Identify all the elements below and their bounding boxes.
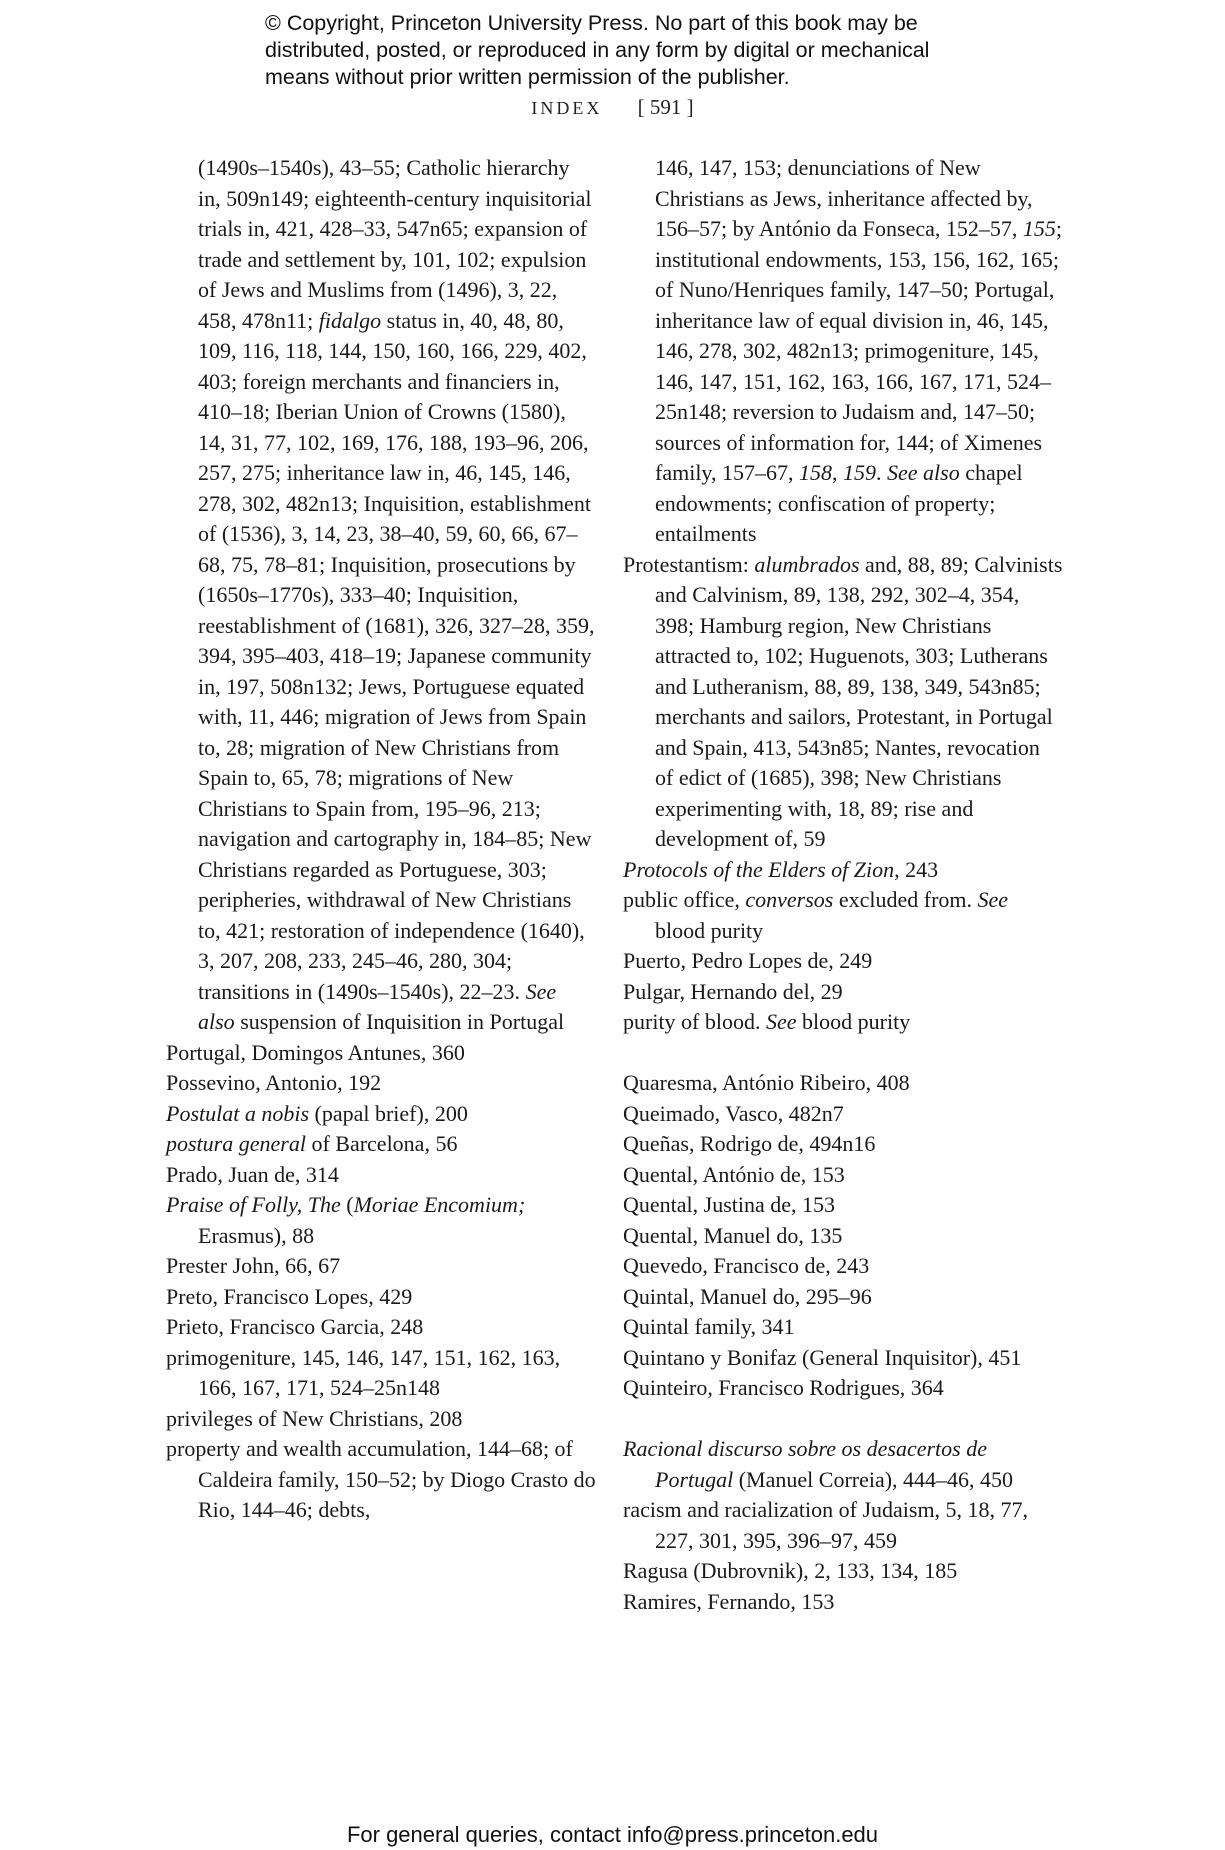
index-entry: Prester John, 66, 67 (166, 1253, 341, 1278)
index-entry: Queimado, Vasco, 482n7 (623, 1100, 844, 1126)
section-title: INDEX (531, 98, 603, 118)
index-entry: Praise of Folly, The (Moriae Encomium; Erasmus), 88 (166, 1192, 526, 1248)
index-entry: property and wealth accumulation, 144–68; of Caldeira family, 150–52; by Diogo Crasto do Rio, 144–46; debts, (166, 1436, 596, 1522)
index-entry: purity of blood. See blood purity (623, 1009, 911, 1034)
index-entry: Quental, Justina de, 153 (623, 1192, 836, 1217)
index-entry: Quaresma, António Ribeiro, 408 (623, 1070, 910, 1095)
index-entry: Quevedo, Francisco de, 243 (623, 1253, 870, 1278)
index-entry: Quintal family, 341 (623, 1314, 795, 1339)
section-gap (623, 1404, 1063, 1435)
index-entry: Racional discurso sobre os desacertos de Portugal (Manuel Correia), 444–46, 450 (623, 1436, 1014, 1492)
index-entry: Prieto, Francisco Garcia, 248 (166, 1314, 424, 1339)
running-head (0, 95, 1225, 120)
index-entry: Puerto, Pedro Lopes de, 249 (623, 948, 873, 973)
index-entry: Possevino, Antonio, 192 (166, 1070, 382, 1095)
index-entry: Preto, Francisco Lopes, 429 (166, 1283, 413, 1309)
index-entry: Protestantism: alumbrados and, 88, 89; Calvinists and Calvinism, 89, 138, 292, 302–4, 354, 398; Hamburg region, New Christians attracted to, 102; Huguenots, 303; Lutherans and Lutheranism, 88, 89, 138, 349, 543n85; merchants and sailors, Protestant, in Portugal and Spain, 413, 543n85; Nantes, revocation of edict of (1685), 398; New Christians experimenting with, 18, 89; rise and development of, 59 (623, 551, 1063, 851)
index-entry: Ramires, Fernando, 153 (623, 1588, 835, 1614)
index-entry: Quintal, Manuel do, 295–96 (623, 1283, 872, 1309)
index-entry: Prado, Juan de, 314 (166, 1161, 339, 1187)
index-entry: privileges of New Christians, 208 (166, 1405, 463, 1431)
section-gap (623, 1038, 1063, 1069)
index-entry: Queñas, Rodrigo de, 494n16 (623, 1131, 876, 1156)
index-entry: Quintano y Bonifaz (General Inquisitor), 451 (623, 1344, 1022, 1370)
index-entry: Ragusa (Dubrovnik), 2, 133, 134, 185 (623, 1558, 958, 1583)
copyright-line: means without prior written permission of the publisher. (265, 65, 790, 89)
copyright-line: distributed, posted, or reproduced in any form by digital or mechanical (265, 38, 930, 62)
index-entry: postura general of Barcelona, 56 (166, 1131, 458, 1156)
index-entry-continuation: 146, 147, 153; denunciations of New Christians as Jews, inheritance affected by, 156–57; by António da Fonseca, 152–57, 155; institutional endowments, 153, 156, 162, 165; of Nuno/Henriques family, 147–50; Portugal, inheritance law of equal division in, 46, 145, 146, 278, 302, 482n13; primogeniture, 145, 146, 147, 151, 162, 163, 166, 167, 171, 524–25n148; reversion to Judaism and, 147–50; sources of information for, 144; of Ximenes family, 157–67, 158, 159. See also chapel endowments; confiscation of property; entailments (655, 155, 1062, 546)
index-entry: racism and racialization of Judaism, 5, 18, 77, 227, 301, 395, 396–97, 459 (623, 1497, 1029, 1553)
index-entry: primogeniture, 145, 146, 147, 151, 162, 163, 166, 167, 171, 524–25n148 (166, 1344, 561, 1400)
index-entry: Portugal, Domingos Antunes, 360 (166, 1039, 465, 1065)
index-column-left (166, 153, 596, 1526)
index-entry: Postulat a nobis (papal brief), 200 (166, 1100, 468, 1126)
index-entry: public office, conversos excluded from. See blood purity (623, 887, 1009, 943)
index-entry-continuation: (1490s–1540s), 43–55; Catholic hierarchy in, 509n149; eighteenth-century inquisitorial trials in, 421, 428–33, 547n65; expansion of trade and settlement by, 101, 102; expulsion of Jews and Muslims from (1496), 3, 22, 458, 478n11; fidalgo status in, 40, 48, 80, 109, 116, 118, 144, 150, 160, 166, 229, 402, 403; foreign merchants and financiers in, 410–18; Iberian Union of Crowns (1580), 14, 31, 77, 102, 169, 176, 188, 193–96, 206, 257, 275; inheritance law in, 46, 145, 146, 278, 302, 482n13; Inquisition, establishment of (1536), 3, 14, 23, 38–40, 59, 60, 66, 67–68, 75, 78–81; Inquisition, prosecutions by (1650s–1770s), 333–40; Inquisition, reestablishment of (1681), 326, 327–28, 359, 394, 395–403, 418–19; Japanese community in, 197, 508n132; Jews, Portuguese equated with, 11, 446; migration of Jews from Spain to, 28; migration of New Christians from Spain to, 65, 78; migrations of New Christians to Spain from, 195–96, 213; navigation and cartography in, 184–85; New Christians regarded as Portuguese, 303; peripheries, withdrawal of New Christians to, 421; restoration of independence (1640), 3, 207, 208, 233, 245–46, 280, 304; transitions in (1490s–1540s), 22–23. See also suspension of Inquisition in Portugal (198, 155, 595, 1034)
index-column-right (623, 153, 1063, 1617)
footer-contact: For general queries, contact info@press.princeton.edu (346, 1822, 879, 1847)
copyright-notice (265, 10, 985, 91)
copyright-line: © Copyright, Princeton University Press. No part of this book may be (265, 11, 918, 35)
index-entry: Protocols of the Elders of Zion, 243 (623, 856, 939, 882)
index-entry: Quental, António de, 153 (623, 1161, 845, 1187)
index-entry: Quental, Manuel do, 135 (623, 1222, 843, 1248)
page-number: [ 591 ] (637, 95, 694, 119)
index-entry: Pulgar, Hernando del, 29 (623, 978, 843, 1004)
index-entry: Quinteiro, Francisco Rodrigues, 364 (623, 1375, 944, 1400)
